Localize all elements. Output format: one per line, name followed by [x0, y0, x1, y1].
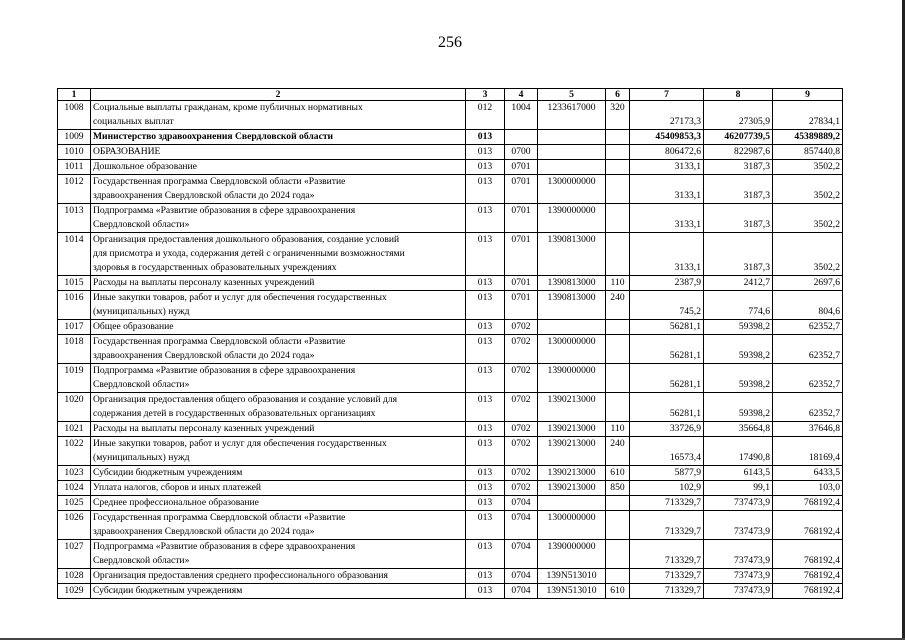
amount-col7-cell: 713329,7 — [630, 584, 704, 599]
ministry-code-cell: 013 — [466, 320, 505, 335]
description-line: Дошкольное образование — [93, 161, 197, 172]
ministry-code-cell: 012 — [466, 101, 505, 130]
table-row — [58, 540, 843, 569]
section-code-cell: 0700 — [505, 145, 538, 160]
row-number-cell: 1026 — [58, 511, 91, 540]
amount-col8-cell: 46207739,5 — [704, 130, 773, 145]
target-article-cell: 1390000000 — [538, 540, 606, 569]
target-article-cell: 1390000000 — [538, 364, 606, 393]
expense-type-cell: 320 — [606, 101, 630, 130]
amount-col7-cell: 45409853,3 — [630, 130, 704, 145]
amount-col9-cell: 27834,1 — [773, 101, 843, 130]
amount-col7-cell: 102,9 — [630, 481, 704, 496]
amount-col7-cell: 3133,1 — [630, 160, 704, 175]
target-article-cell — [538, 130, 606, 145]
ministry-code-cell: 013 — [466, 276, 505, 291]
amount-col7-cell: 745,2 — [630, 291, 704, 320]
ministry-code-cell: 013 — [466, 422, 505, 437]
amount-col8-cell: 3187,3 — [704, 175, 773, 204]
amount-col9-cell: 37646,8 — [773, 422, 843, 437]
amount-col8-cell: 99,1 — [704, 481, 773, 496]
amount-col8-cell: 59398,2 — [704, 335, 773, 364]
row-number-cell: 1023 — [58, 466, 91, 481]
row-number-cell: 1020 — [58, 393, 91, 422]
expense-type-cell — [606, 496, 630, 511]
amount-col7-cell: 33726,9 — [630, 422, 704, 437]
description-line: Расходы на выплаты персоналу казенных учреждений — [93, 423, 315, 434]
amount-col9-cell: 6433,5 — [773, 466, 843, 481]
amount-col9-cell: 768192,4 — [773, 584, 843, 599]
amount-col8-cell: 822987,6 — [704, 145, 773, 160]
amount-col9-cell: 768192,4 — [773, 569, 843, 584]
table-header-row — [58, 89, 843, 101]
row-number-cell: 1021 — [58, 422, 91, 437]
amount-col8-cell: 3187,3 — [704, 160, 773, 175]
target-article-cell: 1390813000 — [538, 291, 606, 320]
ministry-code-cell: 013 — [466, 511, 505, 540]
target-article-cell: 1300000000 — [538, 175, 606, 204]
section-code-cell: 0701 — [505, 160, 538, 175]
ministry-code-cell: 013 — [466, 145, 505, 160]
row-number-cell: 1022 — [58, 437, 91, 466]
description-line: Субсидии бюджетным учреждениям — [93, 585, 243, 596]
description-line: Иные закупки товаров, работ и услуг для обеспечения государственных — [93, 438, 387, 449]
table-row — [58, 130, 843, 145]
amount-col8-cell: 6143,5 — [704, 466, 773, 481]
table-row — [58, 511, 843, 540]
row-number-cell: 1013 — [58, 204, 91, 233]
description-cell — [91, 276, 466, 291]
description-line: для присмотра и ухода, содержания детей с ограниченными возможностями — [93, 248, 405, 259]
description-cell — [91, 175, 466, 204]
description-line: Общее образование — [93, 321, 174, 332]
table-row — [58, 175, 843, 204]
amount-col7-cell: 56281,1 — [630, 393, 704, 422]
table-row — [58, 466, 843, 481]
expense-type-cell — [606, 145, 630, 160]
expense-type-cell: 850 — [606, 481, 630, 496]
amount-col8-cell: 35664,8 — [704, 422, 773, 437]
section-code-cell: 0704 — [505, 569, 538, 584]
section-code-cell: 0702 — [505, 393, 538, 422]
description-line: Расходы на выплаты персоналу казенных учреждений — [93, 277, 315, 288]
description-cell — [91, 233, 466, 276]
row-number-cell: 1025 — [58, 496, 91, 511]
amount-col9-cell: 62352,7 — [773, 364, 843, 393]
expense-type-cell — [606, 320, 630, 335]
row-number-cell: 1014 — [58, 233, 91, 276]
table-row — [58, 393, 843, 422]
row-number-cell: 1017 — [58, 320, 91, 335]
amount-col8-cell: 59398,2 — [704, 320, 773, 335]
amount-col7-cell: 56281,1 — [630, 320, 704, 335]
table-row — [58, 364, 843, 393]
amount-col7-cell: 3133,1 — [630, 233, 704, 276]
table-row — [58, 422, 843, 437]
description-line: Государственная программа Свердловской области «Развитие — [93, 336, 346, 347]
expense-type-cell — [606, 160, 630, 175]
amount-col8-cell: 774,6 — [704, 291, 773, 320]
table-row — [58, 101, 843, 130]
row-number-cell: 1029 — [58, 584, 91, 599]
description-line: Организация предоставления дошкольного образования, создание условий — [93, 234, 400, 245]
row-number-cell: 1009 — [58, 130, 91, 145]
description-cell — [91, 422, 466, 437]
table-body — [58, 101, 843, 599]
target-article-cell: 1300000000 — [538, 511, 606, 540]
section-code-cell: 0702 — [505, 320, 538, 335]
header-cell: 2 — [91, 89, 466, 101]
section-code-cell: 0702 — [505, 466, 538, 481]
amount-col7-cell: 713329,7 — [630, 569, 704, 584]
description-cell — [91, 481, 466, 496]
table-row — [58, 320, 843, 335]
page-number: 256 — [438, 34, 462, 51]
amount-col9-cell: 45389889,2 — [773, 130, 843, 145]
expense-type-cell — [606, 335, 630, 364]
description-cell — [91, 320, 466, 335]
ministry-code-cell: 013 — [466, 466, 505, 481]
target-article-cell — [538, 160, 606, 175]
expense-type-cell: 110 — [606, 422, 630, 437]
amount-col7-cell: 16573,4 — [630, 437, 704, 466]
amount-col8-cell: 737473,9 — [704, 540, 773, 569]
amount-col7-cell: 27173,3 — [630, 101, 704, 130]
description-line: Среднее профессиональное образование — [93, 497, 259, 508]
description-line: Иные закупки товаров, работ и услуг для обеспечения государственных — [93, 292, 387, 303]
amount-col9-cell: 62352,7 — [773, 320, 843, 335]
row-number-cell: 1028 — [58, 569, 91, 584]
section-code-cell: 0702 — [505, 364, 538, 393]
description-line: Государственная программа Свердловской области «Развитие — [93, 176, 346, 187]
description-line: Подпрограмма «Развитие образования в сфере здравоохранения — [93, 541, 356, 552]
section-code-cell: 0701 — [505, 175, 538, 204]
target-article-cell: 1390813000 — [538, 233, 606, 276]
description-cell — [91, 101, 466, 130]
ministry-code-cell: 013 — [466, 204, 505, 233]
table-row — [58, 481, 843, 496]
description-line: здравоохранения Свердловской области до 2024 года» — [93, 526, 315, 537]
budget-table — [57, 88, 843, 599]
expense-type-cell — [606, 364, 630, 393]
amount-col9-cell: 768192,4 — [773, 496, 843, 511]
description-cell — [91, 466, 466, 481]
amount-col9-cell: 804,6 — [773, 291, 843, 320]
ministry-code-cell: 013 — [466, 481, 505, 496]
target-article-cell: 1233617000 — [538, 101, 606, 130]
ministry-code-cell: 013 — [466, 291, 505, 320]
section-code-cell: 0704 — [505, 584, 538, 599]
amount-col9-cell: 62352,7 — [773, 393, 843, 422]
description-line: ОБРАЗОВАНИЕ — [93, 146, 161, 157]
ministry-code-cell: 013 — [466, 569, 505, 584]
description-cell — [91, 540, 466, 569]
description-cell — [91, 145, 466, 160]
target-article-cell — [538, 145, 606, 160]
ministry-code-cell: 013 — [466, 364, 505, 393]
amount-col8-cell: 17490,8 — [704, 437, 773, 466]
table-row — [58, 335, 843, 364]
expense-type-cell — [606, 569, 630, 584]
amount-col9-cell: 768192,4 — [773, 540, 843, 569]
section-code-cell: 0702 — [505, 437, 538, 466]
amount-col7-cell: 3133,1 — [630, 204, 704, 233]
amount-col7-cell: 5877,9 — [630, 466, 704, 481]
target-article-cell: 1390000000 — [538, 204, 606, 233]
description-cell — [91, 511, 466, 540]
expense-type-cell — [606, 130, 630, 145]
amount-col8-cell: 27305,9 — [704, 101, 773, 130]
section-code-cell: 0701 — [505, 204, 538, 233]
header-cell: 1 — [58, 89, 91, 101]
row-number-cell: 1024 — [58, 481, 91, 496]
ministry-code-cell: 013 — [466, 540, 505, 569]
section-code-cell: 0701 — [505, 276, 538, 291]
section-code-cell: 0701 — [505, 233, 538, 276]
row-number-cell: 1016 — [58, 291, 91, 320]
table-row — [58, 160, 843, 175]
description-line: (муниципальных) нужд — [93, 306, 190, 317]
amount-col9-cell: 3502,2 — [773, 204, 843, 233]
expense-type-cell: 110 — [606, 276, 630, 291]
description-cell — [91, 569, 466, 584]
expense-type-cell: 610 — [606, 466, 630, 481]
amount-col7-cell: 713329,7 — [630, 540, 704, 569]
table-row — [58, 291, 843, 320]
description-line: Субсидии бюджетным учреждениям — [93, 467, 243, 478]
header-cell: 4 — [505, 89, 538, 101]
amount-col7-cell: 56281,1 — [630, 364, 704, 393]
target-article-cell — [538, 496, 606, 511]
description-cell — [91, 160, 466, 175]
ministry-code-cell: 013 — [466, 130, 505, 145]
row-number-cell: 1019 — [58, 364, 91, 393]
expense-type-cell: 240 — [606, 437, 630, 466]
section-code-cell: 0702 — [505, 422, 538, 437]
section-code-cell: 0704 — [505, 511, 538, 540]
section-code-cell: 0701 — [505, 291, 538, 320]
description-line: здравоохранения Свердловской области до 2024 года» — [93, 350, 315, 361]
ministry-code-cell: 013 — [466, 393, 505, 422]
description-line: Свердловской области» — [93, 219, 190, 230]
row-number-cell: 1008 — [58, 101, 91, 130]
header-cell: 7 — [630, 89, 704, 101]
amount-col7-cell: 2387,9 — [630, 276, 704, 291]
amount-col9-cell: 62352,7 — [773, 335, 843, 364]
description-cell — [91, 496, 466, 511]
section-code-cell: 0702 — [505, 481, 538, 496]
description-line: содержания детей в государственных образовательных организациях — [93, 408, 376, 419]
target-article-cell: 1300000000 — [538, 335, 606, 364]
amount-col8-cell: 59398,2 — [704, 364, 773, 393]
row-number-cell: 1027 — [58, 540, 91, 569]
table-row — [58, 584, 843, 599]
row-number-cell: 1010 — [58, 145, 91, 160]
expense-type-cell — [606, 393, 630, 422]
description-line: Министерство здравоохранения Свердловской области — [93, 131, 334, 142]
description-line: Свердловской области» — [93, 379, 190, 390]
description-line: Организация предоставления общего образования и создание условий для — [93, 394, 398, 405]
amount-col9-cell: 3502,2 — [773, 175, 843, 204]
description-cell — [91, 584, 466, 599]
target-article-cell: 1390213000 — [538, 466, 606, 481]
description-cell — [91, 393, 466, 422]
amount-col8-cell: 3187,3 — [704, 204, 773, 233]
target-article-cell: 139N513010 — [538, 584, 606, 599]
description-cell — [91, 204, 466, 233]
target-article-cell: 139N513010 — [538, 569, 606, 584]
amount-col9-cell: 857440,8 — [773, 145, 843, 160]
section-code-cell — [505, 130, 538, 145]
amount-col8-cell: 3187,3 — [704, 233, 773, 276]
row-number-cell: 1012 — [58, 175, 91, 204]
ministry-code-cell: 013 — [466, 584, 505, 599]
ministry-code-cell: 013 — [466, 160, 505, 175]
amount-col9-cell: 768192,4 — [773, 511, 843, 540]
description-cell — [91, 364, 466, 393]
description-cell — [91, 335, 466, 364]
row-number-cell: 1015 — [58, 276, 91, 291]
description-line: (муниципальных) нужд — [93, 452, 190, 463]
amount-col9-cell: 3502,2 — [773, 233, 843, 276]
header-cell: 6 — [606, 89, 630, 101]
table-row — [58, 145, 843, 160]
amount-col7-cell: 713329,7 — [630, 511, 704, 540]
ministry-code-cell: 013 — [466, 437, 505, 466]
row-number-cell: 1018 — [58, 335, 91, 364]
ministry-code-cell: 013 — [466, 233, 505, 276]
table-row — [58, 569, 843, 584]
target-article-cell: 1390813000 — [538, 276, 606, 291]
expense-type-cell — [606, 511, 630, 540]
expense-type-cell — [606, 233, 630, 276]
description-line: здравоохранения Свердловской области до 2024 года» — [93, 190, 315, 201]
amount-col9-cell: 3502,2 — [773, 160, 843, 175]
ministry-code-cell: 013 — [466, 175, 505, 204]
amount-col7-cell: 806472,6 — [630, 145, 704, 160]
header-cell: 3 — [466, 89, 505, 101]
amount-col8-cell: 59398,2 — [704, 393, 773, 422]
description-line: здоровья в государственных образовательных учреждениях — [93, 262, 337, 273]
table-row — [58, 204, 843, 233]
amount-col8-cell: 737473,9 — [704, 569, 773, 584]
description-line: Подпрограмма «Развитие образования в сфере здравоохранения — [93, 365, 356, 376]
table-row — [58, 233, 843, 276]
amount-col7-cell: 3133,1 — [630, 175, 704, 204]
ministry-code-cell: 013 — [466, 335, 505, 364]
amount-col8-cell: 2412,7 — [704, 276, 773, 291]
description-cell — [91, 437, 466, 466]
target-article-cell: 1390213000 — [538, 422, 606, 437]
amount-col8-cell: 737473,9 — [704, 496, 773, 511]
amount-col7-cell: 713329,7 — [630, 496, 704, 511]
amount-col8-cell: 737473,9 — [704, 584, 773, 599]
amount-col9-cell: 18169,4 — [773, 437, 843, 466]
ministry-code-cell: 013 — [466, 496, 505, 511]
section-code-cell: 0702 — [505, 335, 538, 364]
expense-type-cell — [606, 204, 630, 233]
expense-type-cell — [606, 540, 630, 569]
expense-type-cell: 610 — [606, 584, 630, 599]
amount-col8-cell: 737473,9 — [704, 511, 773, 540]
table-row — [58, 276, 843, 291]
target-article-cell: 1390213000 — [538, 437, 606, 466]
table-row — [58, 496, 843, 511]
target-article-cell — [538, 320, 606, 335]
section-code-cell: 0704 — [505, 540, 538, 569]
row-number-cell: 1011 — [58, 160, 91, 175]
target-article-cell: 1390213000 — [538, 481, 606, 496]
description-line: Организация предоставления среднего профессионального образования — [93, 570, 388, 581]
table-row — [58, 437, 843, 466]
description-line: Подпрограмма «Развитие образования в сфере здравоохранения — [93, 205, 356, 216]
description-cell — [91, 291, 466, 320]
description-line: Государственная программа Свердловской области «Развитие — [93, 512, 346, 523]
description-line: Уплата налогов, сборов и иных платежей — [93, 482, 262, 493]
description-cell — [91, 130, 466, 145]
description-line: Свердловской области» — [93, 555, 190, 566]
header-cell: 5 — [538, 89, 606, 101]
description-line: Социальные выплаты гражданам, кроме публичных нормативных — [93, 102, 363, 113]
amount-col7-cell: 56281,1 — [630, 335, 704, 364]
amount-col9-cell: 2697,6 — [773, 276, 843, 291]
section-code-cell: 0704 — [505, 496, 538, 511]
description-line: социальных выплат — [93, 116, 174, 127]
target-article-cell: 1390213000 — [538, 393, 606, 422]
amount-col9-cell: 103,0 — [773, 481, 843, 496]
header-cell: 8 — [704, 89, 773, 101]
expense-type-cell: 240 — [606, 291, 630, 320]
header-cell: 9 — [773, 89, 843, 101]
expense-type-cell — [606, 175, 630, 204]
section-code-cell: 1004 — [505, 101, 538, 130]
